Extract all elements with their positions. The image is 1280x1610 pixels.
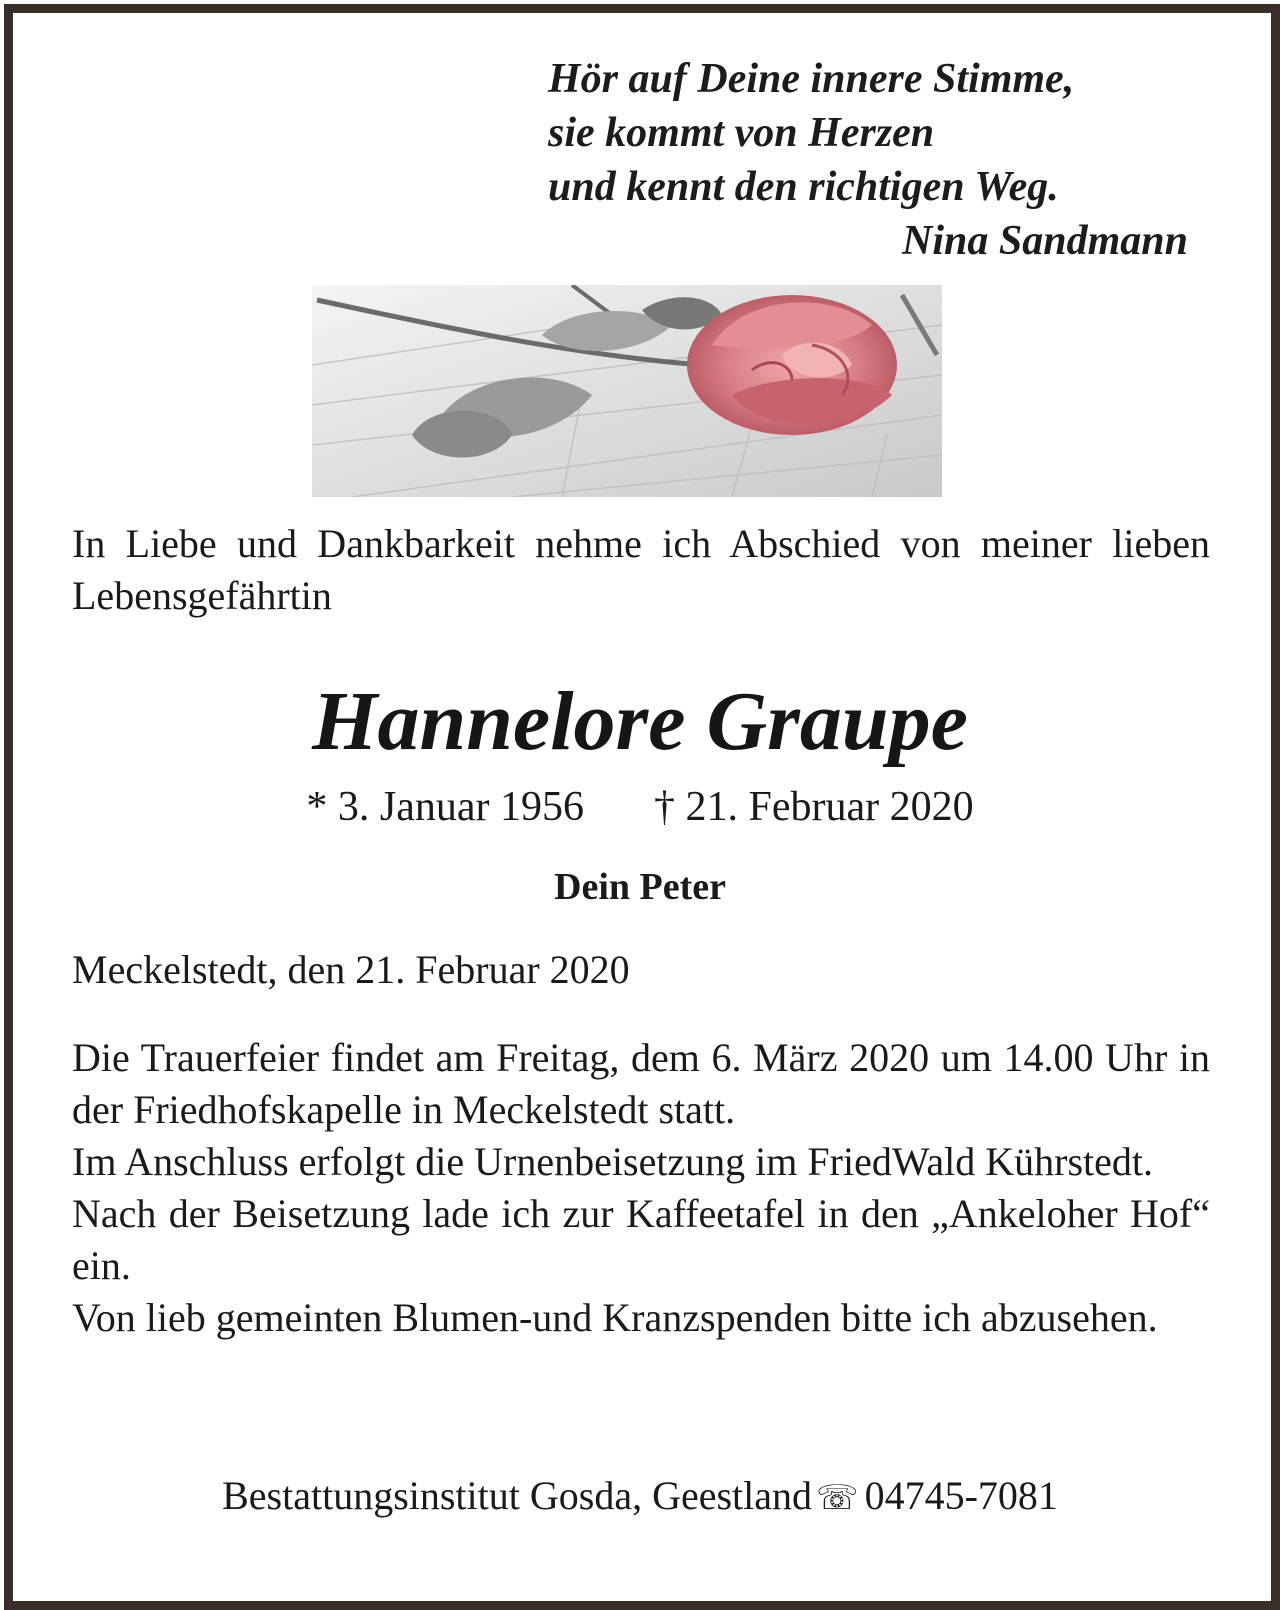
rose-image <box>312 285 942 497</box>
funeral-home-name: Bestattungsinstitut Gosda, Geestland <box>222 1473 813 1518</box>
place-date: Meckelstedt, den 21. Februar 2020 <box>72 947 630 992</box>
quote-author: Nina Sandmann <box>902 218 1188 264</box>
quote-line: sie kommt von Herzen <box>548 110 935 156</box>
deceased-name: Hannelore Graupe <box>312 675 968 768</box>
details-paragraph: Im Anschluss erfolgt die Urnenbeisetzung im FriedWald Kührstedt. <box>72 1139 1154 1184</box>
birth-date: * 3. Januar 1956 <box>306 784 584 830</box>
quote-block <box>548 52 1198 268</box>
funeral-home-footer <box>0 1470 1280 1524</box>
phone-number: 04745-7081 <box>864 1473 1058 1518</box>
life-dates <box>0 780 1280 834</box>
funeral-details <box>72 1032 1210 1344</box>
details-paragraph: Nach der Beisetzung lade ich zur Kaffeetafel in den „Ankeloher Hof“ ein. <box>72 1191 1210 1288</box>
quote-line: Hör auf Deine innere Stimme, <box>548 56 1075 102</box>
death-date: † 21. Februar 2020 <box>654 784 974 830</box>
details-paragraph: Die Trauerfeier findet am Freitag, dem 6. März 2020 um 14.00 Uhr in der Friedhofskapelle in Meckelstedt statt. <box>72 1035 1210 1132</box>
intro-text: In Liebe und Dankbarkeit nehme ich Abschied von meiner lieben Lebensgefährtin <box>72 521 1210 618</box>
signer-name: Dein Peter <box>554 866 726 908</box>
phone-icon: ☏ <box>816 1478 859 1518</box>
quote-line: und kennt den richtigen Weg. <box>548 164 1059 210</box>
details-paragraph: Von lieb gemeinten Blumen-und Kranzspenden bitte ich abzusehen. <box>72 1295 1158 1340</box>
